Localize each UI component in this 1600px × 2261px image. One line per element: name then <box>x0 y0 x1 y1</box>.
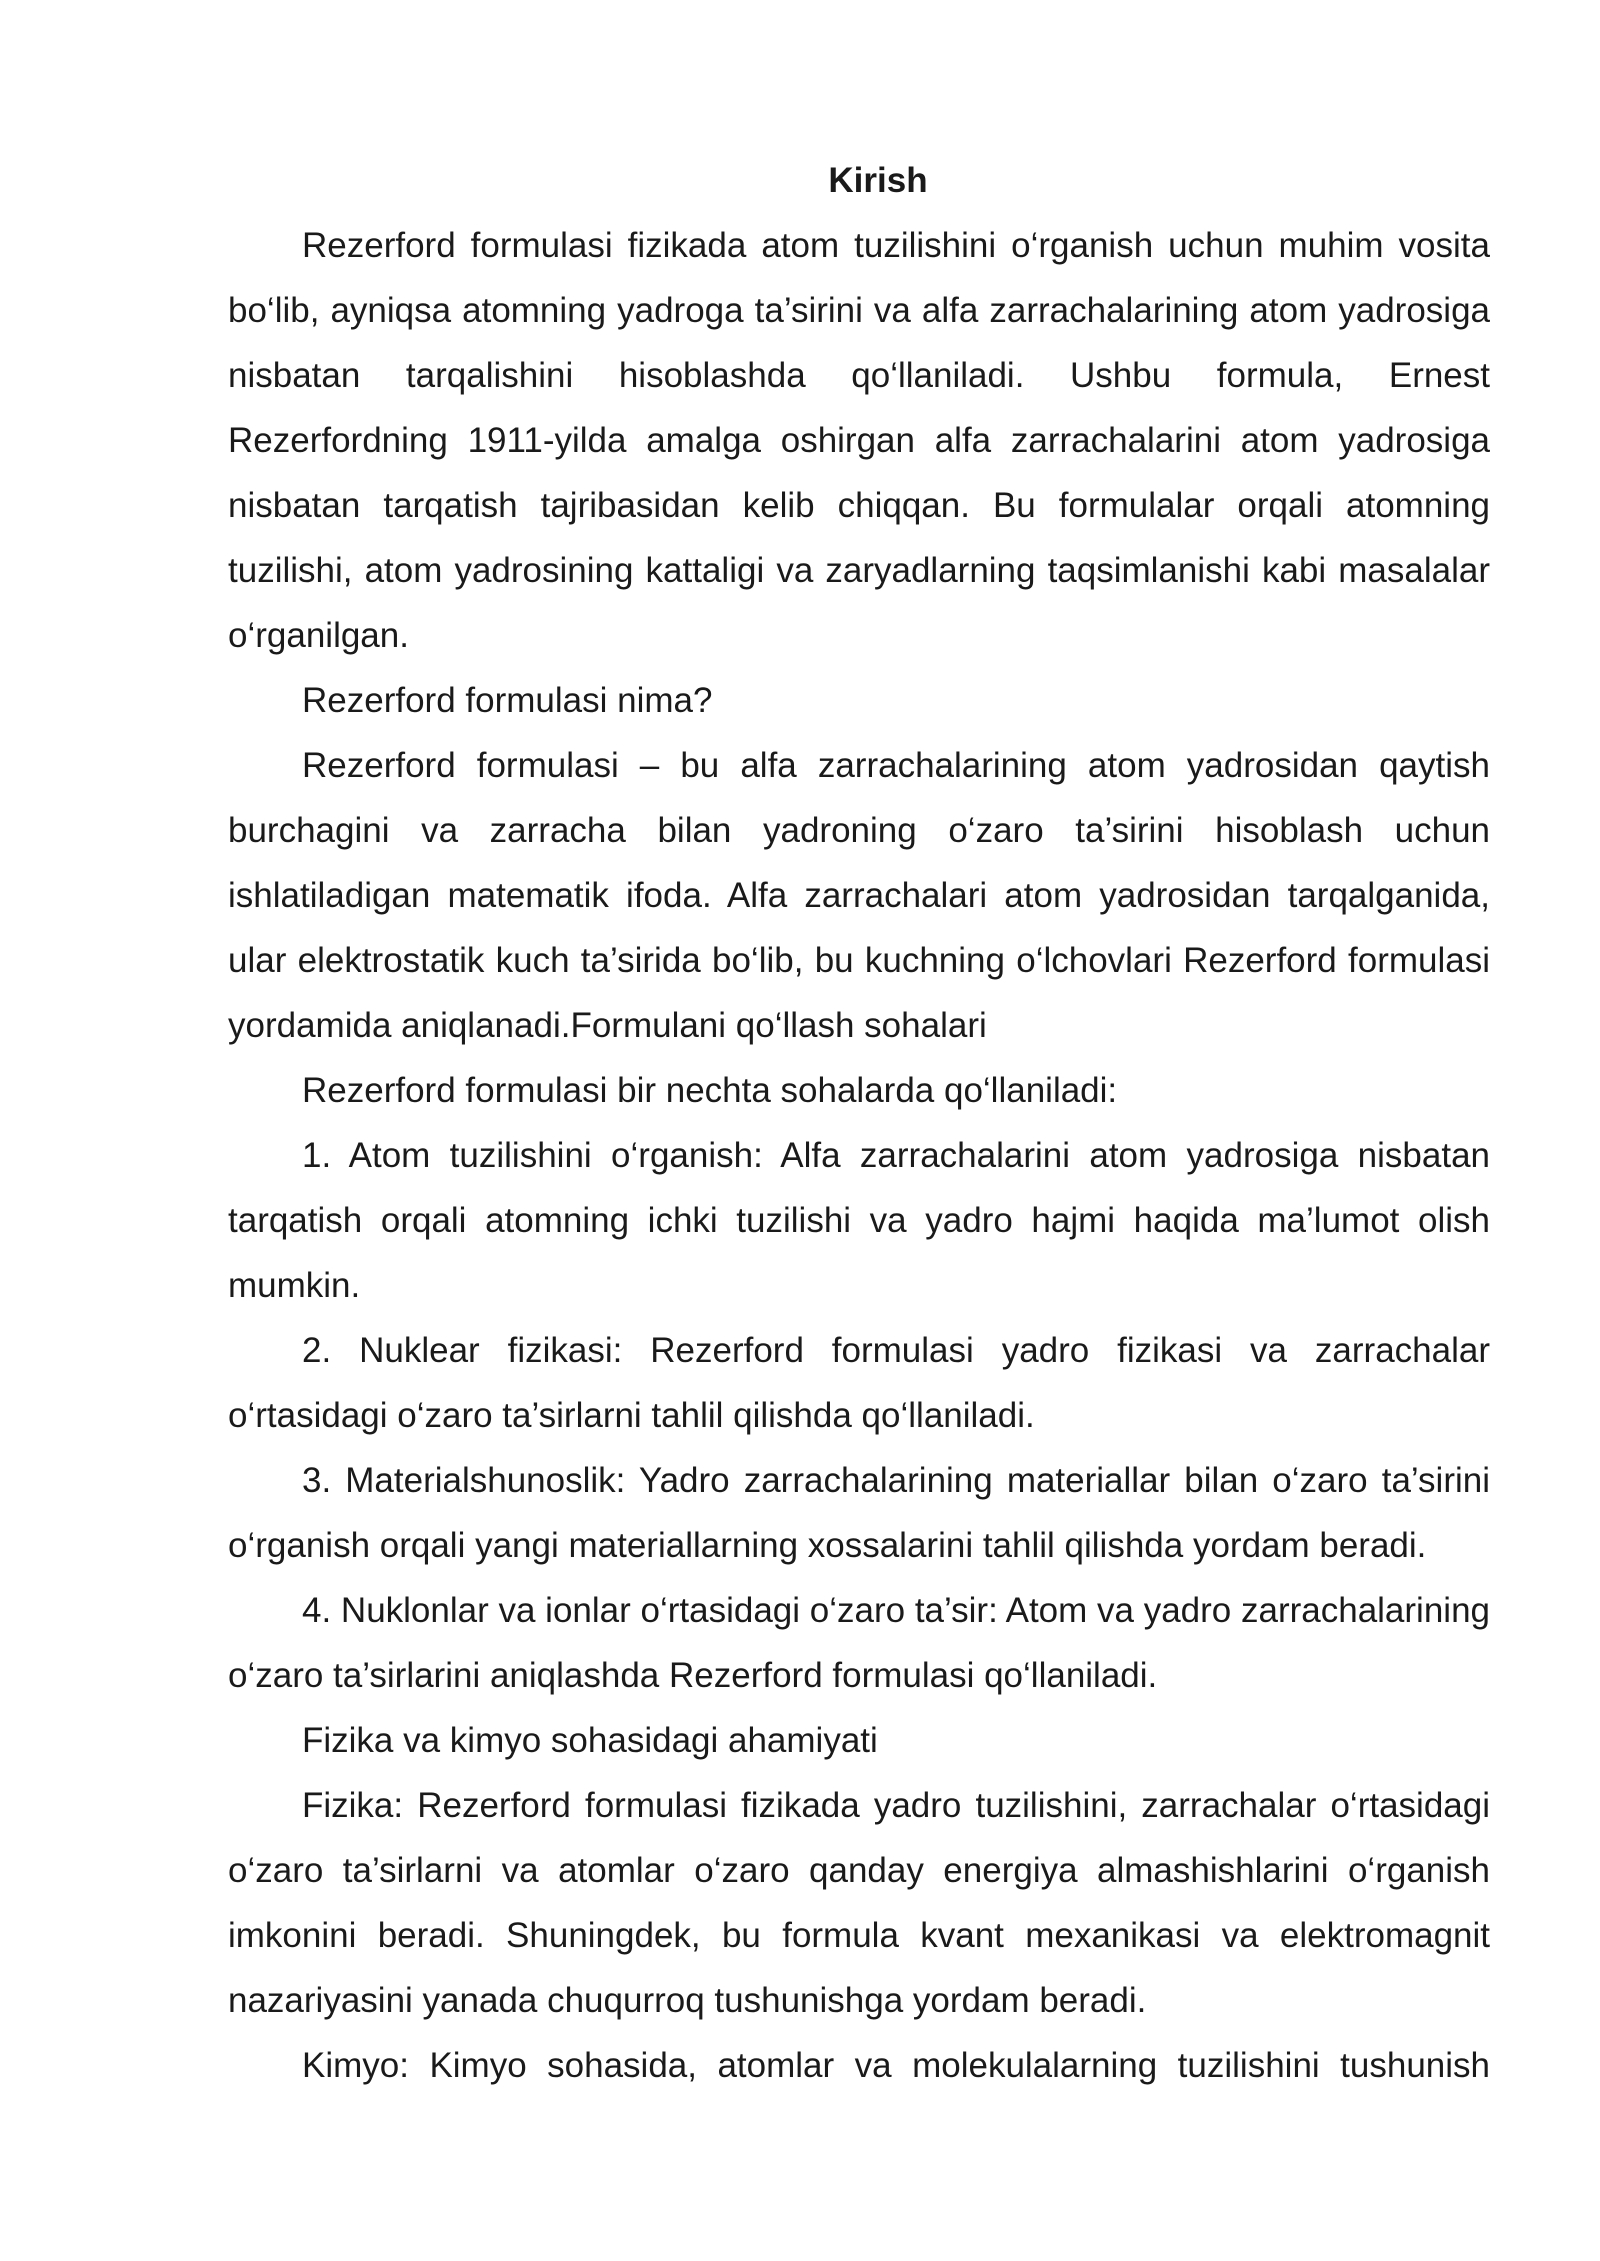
paragraph-chemistry: Kimyo: Kimyo sohasida, atomlar va molekulalarning tuzilishini tushunish <box>302 2046 1490 2085</box>
paragraph-physics: Fizika: Rezerford formulasi fizikada yadro tuzilishini, zarrachalar o‘rtasidagi o‘zaro ta’sirlarni va atomlar o‘zaro qanday energiya almashishlarini o‘rganish imkonini beradi. Shuningdek, bu formula kvant mexanikasi va elektromagnit nazariyasini yanada chuqurroq tushunishga yordam beradi. <box>228 1786 1490 2020</box>
paragraph-definition: Rezerford formulasi – bu alfa zarrachalarining atom yadrosidan qaytish burchagini va zarracha bilan yadroning o‘zaro ta’sirini hisoblash uchun ishlatiladigan matematik ifoda. Alfa zarrachalari atom yadrosidan tarqalganida, ular elektrostatik kuch ta’sirida bo‘lib, bu kuchning o‘lchovlari Rezerford formulasi yordamida aniqlanadi.Formulani qo‘llash sohalari <box>228 746 1490 1045</box>
list-item-3: 3. Materialshunoslik: Yadro zarrachalarining materiallar bilan o‘zaro ta’sirini o‘rganish orqali yangi materiallarning xossalarini tahlil qilishda yordam beradi. <box>228 1461 1490 1565</box>
paragraph-areas-intro: Rezerford formulasi bir nechta sohalarda qo‘llaniladi: <box>302 1071 1118 1110</box>
page-title: Kirish <box>828 161 928 200</box>
paragraph-intro: Rezerford formulasi fizikada atom tuzilishini o‘rganish uchun muhim vosita bo‘lib, ayniqsa atomning yadroga ta’sirini va alfa zarrachalarining atom yadrosiga nisbatan tarqalishini hisoblashda qo‘llaniladi. Ushbu formula, Ernest Rezerfordning 1911-yilda amalga oshirgan alfa zarrachalarini atom yadrosiga nisbatan tarqatish tajribasidan kelib chiqqan. Bu formulalar orqali atomning tuzilishi, atom yadrosining kattaligi va zaryadlarning taqsimlanishi kabi masalalar o‘rganilgan. <box>228 226 1490 655</box>
list-item-4: 4. Nuklonlar va ionlar o‘rtasidagi o‘zaro ta’sir: Atom va yadro zarrachalarining o‘zaro ta’sirlarini aniqlashda Rezerford formulasi qo‘llaniladi. <box>228 1591 1490 1695</box>
list-item-1: 1. Atom tuzilishini o‘rganish: Alfa zarrachalarini atom yadrosiga nisbatan tarqatish orqali atomning ichki tuzilishi va yadro hajmi haqida ma’lumot olish mumkin. <box>228 1136 1490 1305</box>
paragraph-question: Rezerford formulasi nima? <box>302 681 713 720</box>
list-item-2: 2. Nuklear fizikasi: Rezerford formulasi yadro fizikasi va zarrachalar o‘rtasidagi o‘zaro ta’sirlarni tahlil qilishda qo‘llaniladi. <box>228 1331 1490 1435</box>
section-heading-importance: Fizika va kimyo sohasidagi ahamiyati <box>302 1721 878 1760</box>
document-page <box>228 148 1490 2098</box>
